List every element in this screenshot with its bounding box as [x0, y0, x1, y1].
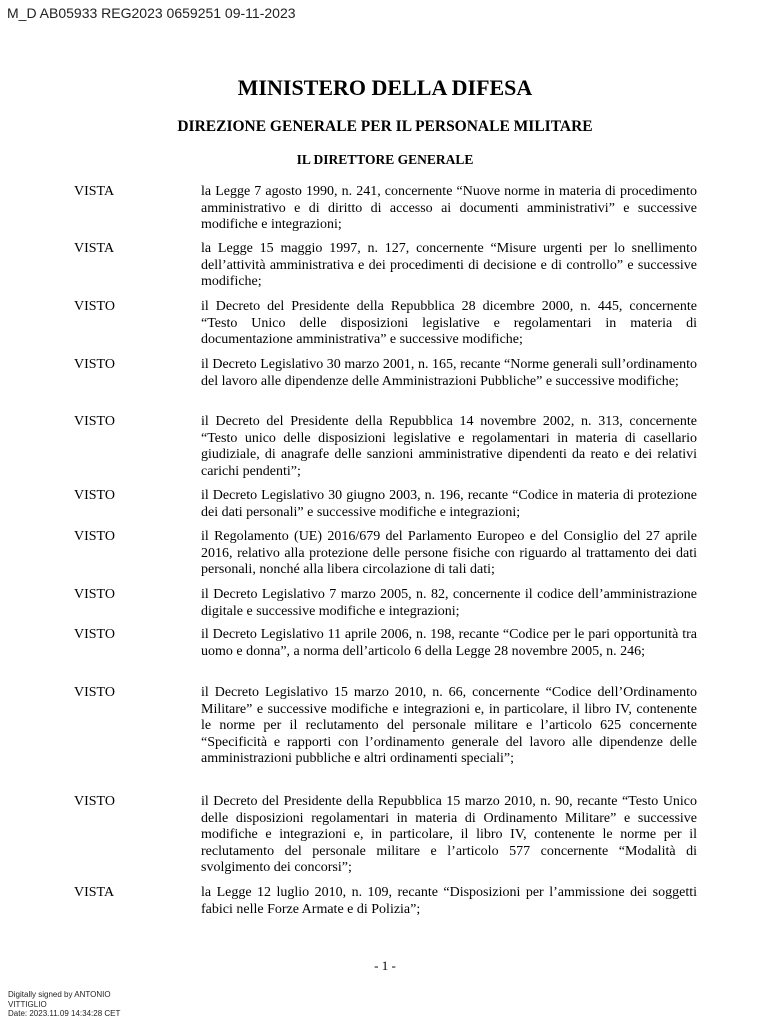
premise-keyword: VISTA	[74, 241, 115, 256]
director-heading: IL DIRETTORE GENERALE	[296, 152, 474, 167]
page-number: - 1 -	[374, 958, 396, 973]
premise-text: il Regolamento (UE) 2016/679 del Parlamento Europeo e del Consiglio del 27 aprile 2016, relativo alla protezione delle persone fisiche con riguardo al trattamento dei dati personali, nonché alla libera circolazione di tali dati;	[201, 529, 697, 577]
premise-keyword: VISTO	[74, 529, 115, 544]
premise-text: il Decreto Legislativo 7 marzo 2005, n. 82, concernente il codice dell’amministrazione digitale e successive modifiche e integrazioni;	[201, 587, 697, 619]
premise-keyword: VISTO	[74, 587, 115, 602]
premise-text: il Decreto del Presidente della Repubblica 28 dicembre 2000, n. 445, concernente “Testo Unico delle disposizioni legislative e regolamentari in materia di documentazione amministrativa” e successive modifiche;	[201, 299, 697, 347]
premise-keyword: VISTO	[74, 685, 115, 700]
premise-text: la Legge 15 maggio 1997, n. 127, concernente “Misure urgenti per lo snellimento dell’attività amministrativa e dei procedimenti di decisione e di controllo” e successive modifiche;	[201, 241, 697, 289]
signature-line: Digitally signed by ANTONIO	[8, 990, 111, 999]
premise-keyword: VISTA	[74, 885, 115, 900]
premise-text: il Decreto Legislativo 11 aprile 2006, n. 198, recante “Codice per le pari opportunità tra uomo e donna”, a norma dell’articolo 6 della Legge 28 novembre 2005, n. 246;	[201, 627, 697, 659]
directorate-subtitle: DIREZIONE GENERALE PER IL PERSONALE MILITARE	[177, 118, 593, 135]
premise-text: il Decreto Legislativo 15 marzo 2010, n. 66, concernente “Codice dell’Ordinamento Militare” e successive modifiche e integrazioni e, in particolare, il libro IV, contenente le norme per il reclutamento del personale militare e l’articolo 625 concernente “Specificità e rapporti con l’ordinamento generale del lavoro alle dipendenze delle amministrazioni pubbliche e altri ordinamenti speciali”;	[201, 685, 697, 766]
premise-text: la Legge 12 luglio 2010, n. 109, recante “Disposizioni per l’ammissione dei soggetti fabici nelle Forze Armate e di Polizia”;	[201, 885, 697, 917]
premise-keyword: VISTO	[74, 627, 115, 642]
ministry-title: MINISTERO DELLA DIFESA	[237, 75, 533, 100]
premise-keyword: VISTO	[74, 794, 115, 809]
protocol-number: M_D AB05933 REG2023 0659251 09-11-2023	[7, 5, 296, 21]
premise-keyword: VISTO	[74, 299, 115, 314]
premise-text: il Decreto del Presidente della Repubblica 14 novembre 2002, n. 313, concernente “Testo unico delle disposizioni legislative e regolamentari in materia di casellario giudiziale, di anagrafe delle sanzioni amministrative dipendenti da reato e dei relativi carichi pendenti”;	[201, 414, 697, 479]
signature-line: VITTIGLIO	[8, 999, 47, 1009]
premise-keyword: VISTA	[74, 184, 115, 199]
premise-keyword: VISTO	[74, 488, 115, 503]
premise-text: la Legge 7 agosto 1990, n. 241, concernente “Nuove norme in materia di procedimento amministrativo e di diritto di accesso ai documenti amministrativi” e successive modifiche e integrazioni;	[201, 184, 697, 232]
premise-keyword: VISTO	[74, 414, 115, 429]
premise-text: il Decreto Legislativo 30 giugno 2003, n. 196, recante “Codice in materia di protezione dei dati personali” e successive modifiche e integrazioni;	[201, 488, 697, 520]
premise-text: il Decreto Legislativo 30 marzo 2001, n. 165, recante “Norme generali sull’ordinamento del lavoro alle dipendenze delle Amministrazioni Pubbliche” e successive modifiche;	[201, 357, 697, 389]
signature-date: Date: 2023.11.09 14:34:28 CET	[8, 1009, 121, 1018]
premise-keyword: VISTO	[74, 357, 115, 372]
premise-text: il Decreto del Presidente della Repubblica 15 marzo 2010, n. 90, recante “Testo Unico delle disposizioni regolamentari in materia di Ordinamento Militare” e successive modifiche e integrazioni e, in particolare, il libro IV, contenente le norme per il reclutamento del personale militare e l’articolo 577 concernente “Modalità di svolgimento dei concorsi”;	[201, 794, 697, 875]
digital-signature	[8, 990, 120, 1019]
